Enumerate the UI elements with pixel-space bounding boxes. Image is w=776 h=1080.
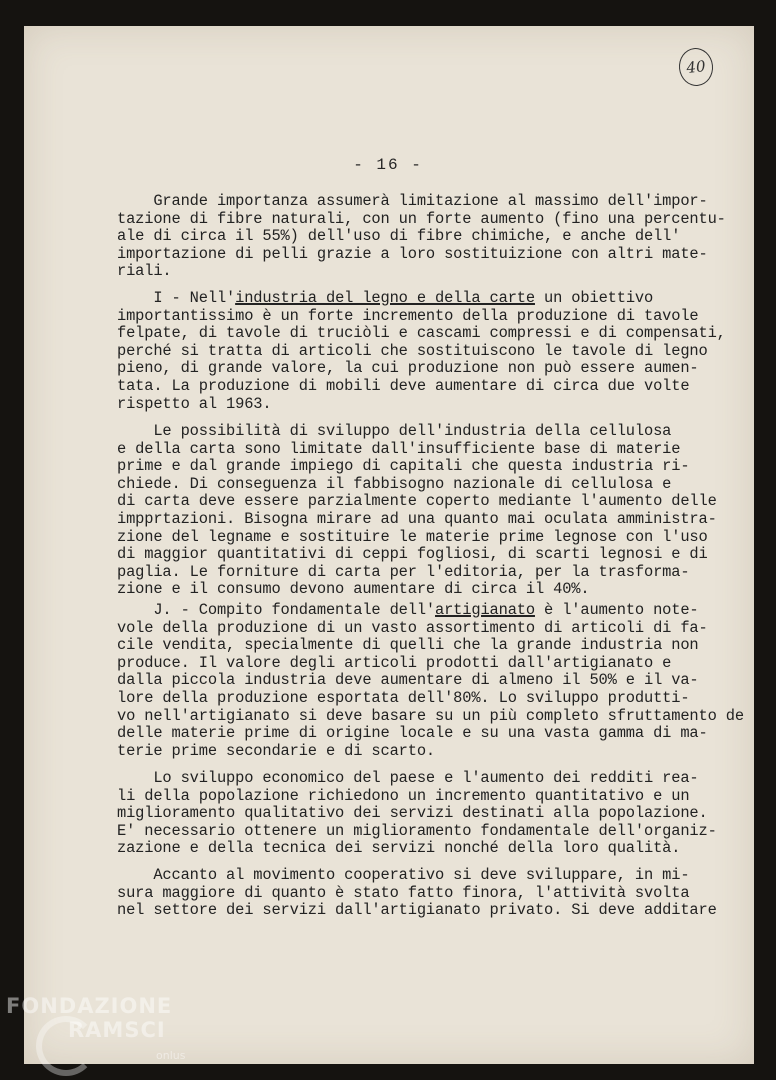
folio-number: 40 <box>685 57 707 77</box>
g-logo-icon <box>36 1016 96 1076</box>
paragraph-cooperative: Accanto al movimento cooperativo si deve sviluppare, in mi- sura maggiore di quanto è stato fatto finora, l'attività svolta nel settore dei servizi dall'artigianato privato. Si deve additare <box>117 866 717 920</box>
paragraph-artisanship: J. - Compito fondamentale dell'artigianato è l'aumento note- vole della produzione di un vasto assortimento di articoli di fa- cile vendita, specialmente di quelli che la grande industria non produce. Il valore degli articoli prodotti dall'artigianato e dalla piccola industria deve aumentare di almeno il 50% e il va- lore della produzione esportata dell'80%. Lo sviluppo produtti- vo nell'artigianato si deve basare su un più completo sfruttamento de delle materie prime di origine locale e su una vasta gamma di ma- terie prime secondarie e di scarto. <box>117 601 744 760</box>
watermark-line-2: RAMSCI <box>68 1018 166 1042</box>
fondazione-gramsci-watermark <box>6 994 186 1062</box>
paragraph-wood-paper-industry: I - Nell'industria del legno e della carte un obiettivo importantissimo è un forte incremento della produzione di tavole felpate, di tavole di truciòli e cascami compressi e di compensati, perché si tratta di articoli che sostituiscono le tavole di legno pieno, di grande valore, la cui produzione non può essere aumen- tata. La produzione di mobili deve aumentare di circa due volte rispetto al 1963. <box>117 289 726 413</box>
paragraph-cellulose: Le possibilità di sviluppo dell'industria della cellulosa e della carta sono limitate dall'insufficiente base di materie prime e dal grande impiego di capitali che questa industria ri- chiede. Di conseguenza il fabbisogno nazionale di cellulosa e di carta deve essere parzialmente coperto mediante l'aumento delle impprtazioni. Bisogna mirare ad una quanto mai oculata amministra- zione del legname e sostituire le materie prime legnose con l'uso di maggior quantitativi di ceppi fogliosi, di scarti legnosi e di paglia. Le forniture di carta per l'editoria, per la trasforma- zione e il consumo devono aumentare di circa il 40%. <box>117 422 717 599</box>
page-number: - 16 - <box>353 156 423 174</box>
paragraph-fibre: Grande importanza assumerà limitazione al massimo dell'impor- tazione di fibre naturali, con un forte aumento (fino una percentu- ale di circa il 55%) dell'uso di fibre chimiche, e anche dell' importazione di pelli grazie a loro sostituizione con altri mate- riali. <box>117 192 726 281</box>
watermark-line-3: onlus <box>156 1049 186 1062</box>
watermark-line-1: FONDAZIONE <box>6 994 173 1018</box>
paragraph-services: Lo sviluppo economico del paese e l'aumento dei redditi rea- li della popolazione richiedono un incremento quantitativo e un miglioramento qualitativo dei servizi destinati alla popolazione. E' necessario ottenere un miglioramento fondamentale dell'organiz- zazione e della tecnica dei servizi nonché della loro qualità. <box>117 769 717 858</box>
underlined-heading-artigianato: artigianato <box>435 601 535 619</box>
underlined-heading-wood-paper: industria del legno e della carte <box>235 289 535 307</box>
